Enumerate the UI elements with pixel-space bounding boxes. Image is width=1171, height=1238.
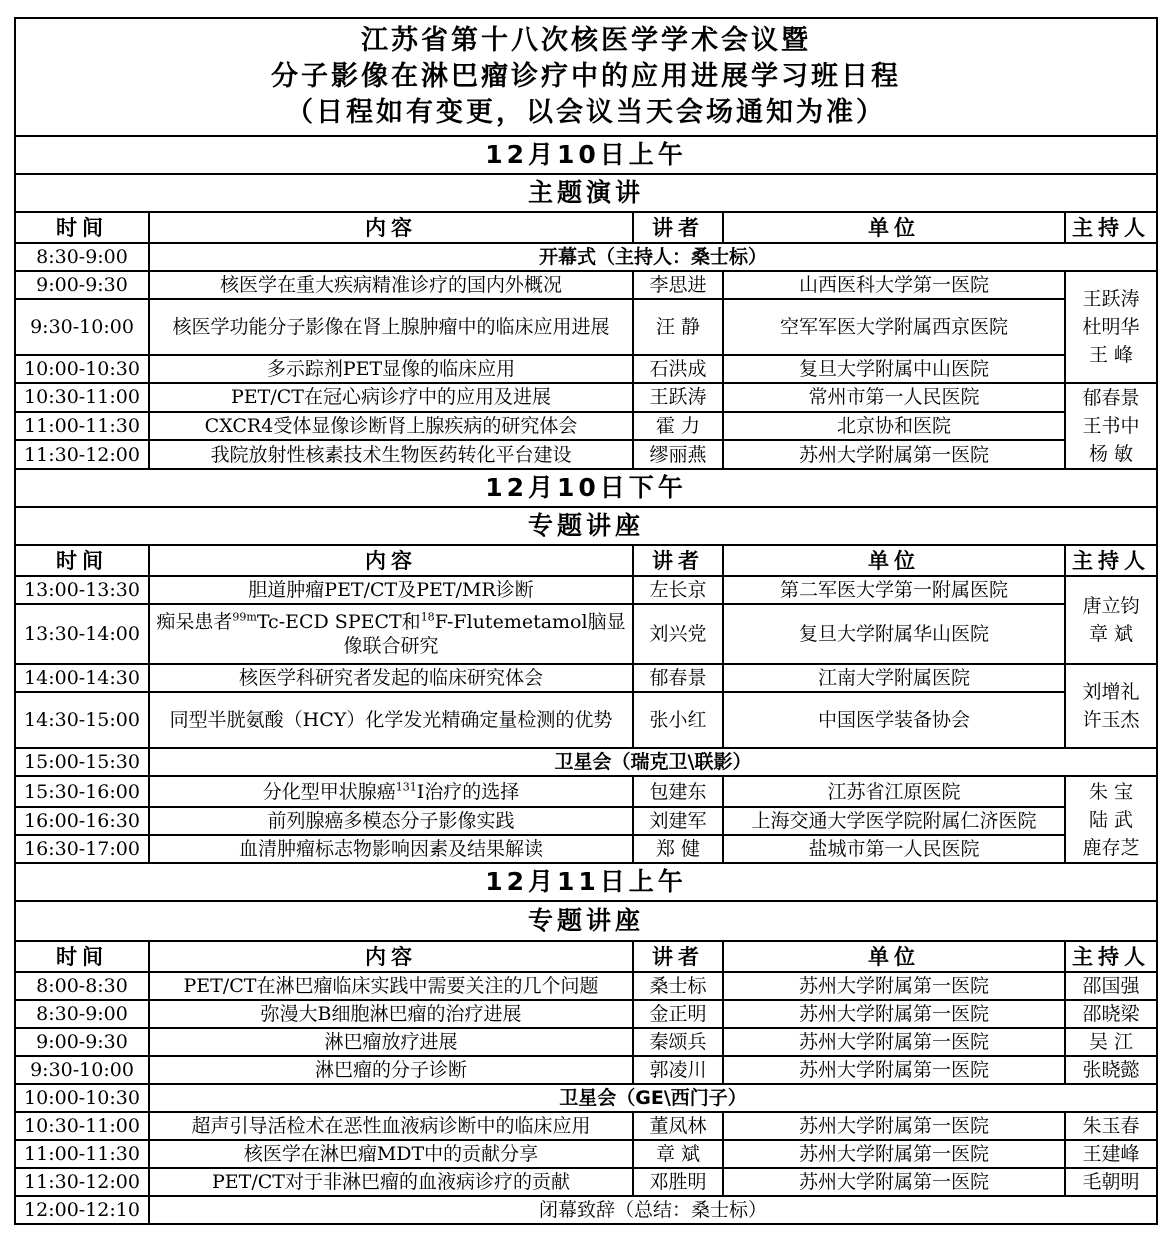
row-time: 11:00-11:30 (15, 412, 149, 441)
header-speaker: 讲者 (633, 545, 723, 576)
row-unit: 苏州大学附属第一医院 (723, 1168, 1065, 1196)
row-speaker: 霍 力 (633, 412, 723, 441)
host-cell (1065, 576, 1157, 664)
row-speaker: 郑 健 (633, 835, 723, 863)
table-row (15, 664, 1157, 692)
table-row (15, 1168, 1157, 1196)
row-unit: 江苏省江原医院 (723, 776, 1065, 807)
closing-banner: 闭幕致辞（总结：桑士标） (149, 1196, 1157, 1224)
day1pm-theme: 专题讲座 (15, 507, 1157, 545)
host-name: 杨 敏 (1089, 443, 1134, 465)
row-speaker: 王跃涛 (633, 383, 723, 412)
content-part: 痴呆患者 (156, 611, 233, 633)
title-line-3: （日程如有变更，以会议当天会场通知为准） (286, 97, 887, 128)
row-time: 9:30-10:00 (15, 1056, 149, 1084)
table-row (15, 835, 1157, 863)
header-host: 主持人 (1065, 212, 1157, 243)
row-content (149, 604, 633, 664)
host-name: 朱玉春 (1065, 1112, 1157, 1140)
row-unit: 复旦大学附属华山医院 (723, 604, 1065, 664)
row-content: PET/CT在淋巴瘤临床实践中需要关注的几个问题 (149, 972, 633, 1000)
isotope-superscript: 18 (420, 610, 435, 624)
row-time: 8:30-9:00 (15, 1000, 149, 1028)
table-row (15, 1112, 1157, 1140)
schedule-title (15, 18, 1157, 136)
table-row (15, 383, 1157, 412)
opening-banner: 开幕式（主持人：桑士标） (149, 243, 1157, 271)
row-unit: 江南大学附属医院 (723, 664, 1065, 692)
host-name: 鹿存芝 (1082, 836, 1140, 859)
table-row (15, 299, 1157, 355)
row-speaker: 郁春景 (633, 664, 723, 692)
host-name: 王书中 (1082, 415, 1140, 437)
row-time: 10:30-11:00 (15, 383, 149, 412)
host-name: 许玉杰 (1082, 709, 1140, 731)
host-cell (1065, 271, 1157, 383)
row-content: 血清肿瘤标志物影响因素及结果解读 (149, 835, 633, 863)
header-content: 内容 (149, 545, 633, 576)
isotope-superscript: 99m (232, 610, 257, 624)
row-content: 同型半胱氨酸（HCY）化学发光精确定量检测的优势 (149, 692, 633, 748)
table-row (15, 1140, 1157, 1168)
day2am-date: 12月11日上午 (15, 863, 1157, 901)
row-time: 11:30-12:00 (15, 1168, 149, 1196)
row-speaker: 郭凌川 (633, 1056, 723, 1084)
row-time: 10:00-10:30 (15, 355, 149, 383)
row-speaker: 张小红 (633, 692, 723, 748)
host-cell (1065, 383, 1157, 469)
host-cell (1065, 776, 1157, 863)
row-speaker: 石洪成 (633, 355, 723, 383)
row-time: 15:30-16:00 (15, 776, 149, 807)
day1am-theme: 主题演讲 (15, 174, 1157, 212)
schedule-table (14, 17, 1158, 1225)
row-content: 核医学在淋巴瘤MDT中的贡献分享 (149, 1140, 633, 1168)
table-row (15, 576, 1157, 604)
header-content: 内容 (149, 212, 633, 243)
row-time: 9:00-9:30 (15, 271, 149, 299)
row-time: 14:00-14:30 (15, 664, 149, 692)
host-name: 王 峰 (1089, 344, 1134, 366)
row-content: CXCR4受体显像诊断肾上腺疾病的研究体会 (149, 412, 633, 441)
row-speaker: 金正明 (633, 1000, 723, 1028)
row-content: 多示踪剂PET显像的临床应用 (149, 355, 633, 383)
row-time: 16:00-16:30 (15, 807, 149, 835)
row-content: 弥漫大B细胞淋巴瘤的治疗进展 (149, 1000, 633, 1028)
title-line-2: 分子影像在淋巴瘤诊疗中的应用进展学习班日程 (271, 61, 902, 92)
row-unit: 中国医学装备协会 (723, 692, 1065, 748)
host-name: 邵晓梁 (1065, 1000, 1157, 1028)
row-unit: 常州市第一人民医院 (723, 383, 1065, 412)
header-time: 时间 (15, 941, 149, 972)
day1pm-date: 12月10日下午 (15, 469, 1157, 507)
table-row (15, 440, 1157, 469)
row-time: 14:30-15:00 (15, 692, 149, 748)
row-content: PET/CT对于非淋巴瘤的血液病诊疗的贡献 (149, 1168, 633, 1196)
host-name: 王跃涛 (1082, 288, 1140, 310)
host-name: 刘增礼 (1082, 681, 1140, 703)
table-row (15, 807, 1157, 835)
isotope-superscript: 131 (395, 780, 417, 794)
row-time: 16:30-17:00 (15, 835, 149, 863)
row-content: 超声引导活检术在恶性血液病诊断中的临床应用 (149, 1112, 633, 1140)
content-part: F-Flutemetamol脑显像联合研究 (343, 611, 626, 657)
row-time: 13:00-13:30 (15, 576, 149, 604)
row-unit: 苏州大学附属第一医院 (723, 1028, 1065, 1056)
host-name: 吴 江 (1065, 1028, 1157, 1056)
row-unit: 上海交通大学医学院附属仁济医院 (723, 807, 1065, 835)
title-line-1: 江苏省第十八次核医学学术会议暨 (361, 25, 812, 56)
row-time: 9:30-10:00 (15, 299, 149, 355)
row-content: 我院放射性核素技术生物医药转化平台建设 (149, 440, 633, 469)
row-unit: 苏州大学附属第一医院 (723, 440, 1065, 469)
row-speaker: 桑士标 (633, 972, 723, 1000)
row-unit: 北京协和医院 (723, 412, 1065, 441)
row-unit: 苏州大学附属第一医院 (723, 1112, 1065, 1140)
row-speaker: 李思进 (633, 271, 723, 299)
table-row (15, 1028, 1157, 1056)
row-unit: 苏州大学附属第一医院 (723, 1056, 1065, 1084)
row-speaker: 左长京 (633, 576, 723, 604)
row-time: 9:00-9:30 (15, 1028, 149, 1056)
row-time: 10:30-11:00 (15, 1112, 149, 1140)
row-content: PET/CT在冠心病诊疗中的应用及进展 (149, 383, 633, 412)
closing-time: 12:00-12:10 (15, 1196, 149, 1224)
row-content: 核医学科研究者发起的临床研究体会 (149, 664, 633, 692)
row-speaker: 包建东 (633, 776, 723, 807)
row-content: 淋巴瘤放疗进展 (149, 1028, 633, 1056)
opening-time: 8:30-9:00 (15, 243, 149, 271)
table-row (15, 355, 1157, 383)
row-speaker: 秦颂兵 (633, 1028, 723, 1056)
host-name: 张晓懿 (1065, 1056, 1157, 1084)
table-row (15, 412, 1157, 441)
row-unit: 山西医科大学第一医院 (723, 271, 1065, 299)
row-content (149, 776, 633, 807)
satellite-time: 15:00-15:30 (15, 748, 149, 776)
content-part: I治疗的选择 (416, 780, 520, 803)
table-row (15, 972, 1157, 1000)
table-row (15, 1056, 1157, 1084)
header-host: 主持人 (1065, 941, 1157, 972)
host-name: 邵国强 (1065, 972, 1157, 1000)
header-time: 时间 (15, 212, 149, 243)
table-row (15, 1000, 1157, 1028)
row-unit: 第二军医大学第一附属医院 (723, 576, 1065, 604)
table-row (15, 271, 1157, 299)
host-name: 毛朝明 (1065, 1168, 1157, 1196)
row-content: 核医学功能分子影像在肾上腺肿瘤中的临床应用进展 (149, 299, 633, 355)
content-part: Tc-ECD SPECT和 (256, 611, 421, 633)
row-unit: 苏州大学附属第一医院 (723, 972, 1065, 1000)
row-unit: 复旦大学附属中山医院 (723, 355, 1065, 383)
host-name: 王建峰 (1065, 1140, 1157, 1168)
host-name: 杜明华 (1082, 316, 1140, 338)
row-speaker: 刘建军 (633, 807, 723, 835)
satellite-banner: 卫星会（瑞克卫\联影） (149, 748, 1157, 776)
row-unit: 盐城市第一人民医院 (723, 835, 1065, 863)
satellite-time: 10:00-10:30 (15, 1084, 149, 1112)
content-part: 分化型甲状腺癌 (262, 780, 396, 803)
day2am-theme: 专题讲座 (15, 901, 1157, 941)
row-speaker: 缪丽燕 (633, 440, 723, 469)
host-name: 郁春景 (1082, 387, 1140, 409)
row-speaker: 汪 静 (633, 299, 723, 355)
header-unit: 单位 (723, 212, 1065, 243)
header-unit: 单位 (723, 941, 1065, 972)
row-time: 11:30-12:00 (15, 440, 149, 469)
row-speaker: 董凤林 (633, 1112, 723, 1140)
host-name: 章 斌 (1089, 623, 1134, 645)
row-time: 13:30-14:00 (15, 604, 149, 664)
header-host: 主持人 (1065, 545, 1157, 576)
table-row (15, 692, 1157, 748)
header-speaker: 讲者 (633, 212, 723, 243)
row-speaker: 邓胜明 (633, 1168, 723, 1196)
row-speaker: 刘兴党 (633, 604, 723, 664)
row-time: 8:00-8:30 (15, 972, 149, 1000)
satellite-banner: 卫星会（GE\西门子） (149, 1084, 1157, 1112)
header-content: 内容 (149, 941, 633, 972)
table-row (15, 776, 1157, 807)
header-speaker: 讲者 (633, 941, 723, 972)
row-unit: 空军军医大学附属西京医院 (723, 299, 1065, 355)
host-name: 唐立钧 (1082, 595, 1140, 617)
header-unit: 单位 (723, 545, 1065, 576)
host-name: 陆 武 (1089, 808, 1134, 831)
row-content: 胆道肿瘤PET/CT及PET/MR诊断 (149, 576, 633, 604)
row-content: 核医学在重大疾病精准诊疗的国内外概况 (149, 271, 633, 299)
row-content: 前列腺癌多模态分子影像实践 (149, 807, 633, 835)
host-cell (1065, 664, 1157, 748)
row-speaker: 章 斌 (633, 1140, 723, 1168)
row-time: 11:00-11:30 (15, 1140, 149, 1168)
host-name: 朱 宝 (1089, 780, 1134, 803)
row-content: 淋巴瘤的分子诊断 (149, 1056, 633, 1084)
row-unit: 苏州大学附属第一医院 (723, 1140, 1065, 1168)
table-row (15, 604, 1157, 664)
day1am-date: 12月10日上午 (15, 136, 1157, 174)
row-unit: 苏州大学附属第一医院 (723, 1000, 1065, 1028)
header-time: 时间 (15, 545, 149, 576)
